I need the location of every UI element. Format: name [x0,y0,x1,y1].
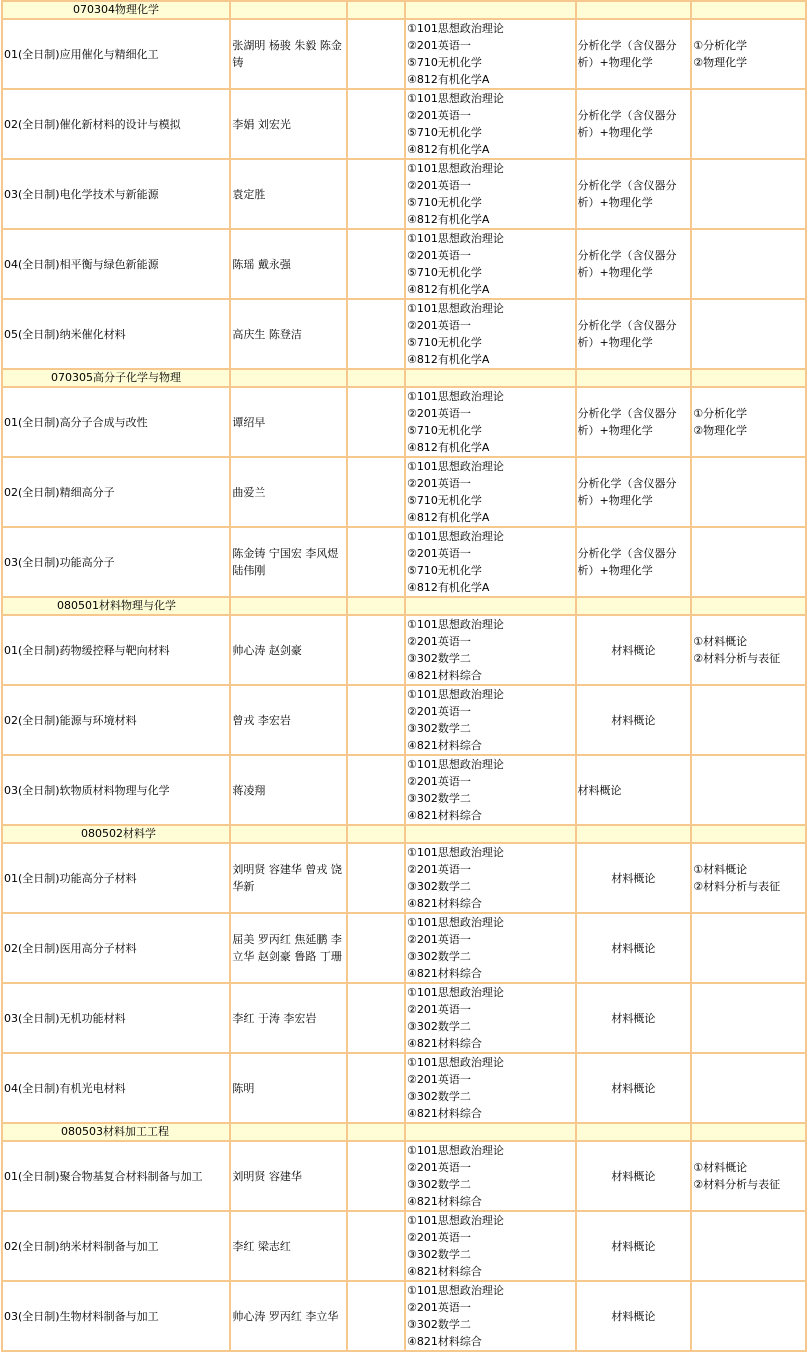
research-direction: 02(全日制)纳米材料制备与加工 [3,1212,229,1280]
table-row [3,160,805,228]
exam-subject-item: ②201英语一 [407,863,471,876]
table-row [3,756,805,824]
research-direction: 03(全日制)电化学技术与新能源 [3,160,229,228]
table-row [3,20,805,88]
section-empty-cell [348,826,404,842]
advisors: 李红 于涛 李宏岩 [231,984,346,1052]
section-empty-cell [348,598,404,614]
section-empty-cell [348,2,404,18]
retest-subject: 材料概论 [577,616,691,684]
empty-cell [348,844,404,912]
exam-subject-item: ③302数学二 [407,652,471,665]
table-row [3,1212,805,1280]
section-header-row [3,2,805,18]
exam-subject-item: ④821材料综合 [407,967,482,980]
advisors: 蒋凌翔 [231,756,346,824]
exam-subject-item: ⑤710无机化学 [407,564,482,577]
exam-subjects [406,844,575,912]
additional-test-subjects [692,90,805,158]
exam-subject-item: ②201英语一 [407,407,471,420]
exam-subject-item: ③302数学二 [407,722,471,735]
exam-subject-item: ④821材料综合 [407,1335,482,1348]
exam-subject-item: ②201英语一 [407,477,471,490]
advisors: 帅心涛 罗丙红 李立华 [231,1282,346,1350]
research-direction: 03(全日制)功能高分子 [3,528,229,596]
additional-test-item: ②材料分析与表征 [693,1178,781,1191]
empty-cell [348,230,404,298]
exam-subject-item: ⑤710无机化学 [407,266,482,279]
additional-test-subjects [692,756,805,824]
table-row [3,230,805,298]
exam-subject-item: ⑤710无机化学 [407,126,482,139]
exam-subject-item: ③302数学二 [407,1248,471,1261]
advisors: 曾戎 李宏岩 [231,686,346,754]
table-row [3,528,805,596]
table-row [3,90,805,158]
table-row [3,300,805,368]
section-empty-cell [231,826,346,842]
exam-subjects [406,528,575,596]
table-row [3,984,805,1052]
advisors: 谭绍早 [231,388,346,456]
table-row [3,844,805,912]
exam-subject-item: ②201英语一 [407,1073,471,1086]
exam-subject-item: ①101思想政治理论 [407,92,504,105]
exam-subject-item: ①101思想政治理论 [407,22,504,35]
exam-subject-item: ②201英语一 [407,109,471,122]
exam-subject-item: ④821材料综合 [407,1037,482,1050]
exam-subject-item: ①101思想政治理论 [407,302,504,315]
research-direction: 05(全日制)纳米催化材料 [3,300,229,368]
section-empty-cell [231,1124,346,1140]
table-row [3,388,805,456]
section-empty-cell [348,1124,404,1140]
exam-subjects [406,1142,575,1210]
empty-cell [348,20,404,88]
empty-cell [348,1282,404,1350]
additional-test-subjects [692,844,805,912]
section-empty-cell [406,826,575,842]
advisors: 陈明 [231,1054,346,1122]
additional-test-item: ①分析化学 [693,39,748,52]
exam-subject-item: ③302数学二 [407,950,471,963]
empty-cell [348,914,404,982]
retest-subject: 分析化学（含仪器分析）+物理化学 [577,300,691,368]
exam-subject-item: ④812有机化学A [407,143,490,156]
section-header-row [3,826,805,842]
empty-cell [348,90,404,158]
retest-subject: 材料概论 [577,756,691,824]
exam-subject-item: ③302数学二 [407,1318,471,1331]
exam-subject-item: ①101思想政治理论 [407,916,504,929]
retest-subject: 材料概论 [577,1212,691,1280]
exam-subject-item: ①101思想政治理论 [407,162,504,175]
empty-cell [348,616,404,684]
section-empty-cell [577,826,691,842]
exam-subject-item: ④812有机化学A [407,73,490,86]
advisors: 刘明贤 容建华 [231,1142,346,1210]
section-empty-cell [577,1124,691,1140]
exam-subject-item: ①101思想政治理论 [407,758,504,771]
exam-subject-item: ②201英语一 [407,705,471,718]
exam-subject-item: ②201英语一 [407,933,471,946]
additional-test-item: ①材料概论 [693,635,748,648]
research-direction: 01(全日制)应用催化与精细化工 [3,20,229,88]
research-direction: 03(全日制)生物材料制备与加工 [3,1282,229,1350]
advisors: 李娟 刘宏光 [231,90,346,158]
section-empty-cell [692,598,805,614]
retest-subject: 材料概论 [577,1282,691,1350]
empty-cell [348,458,404,526]
exam-subject-item: ②201英语一 [407,1003,471,1016]
empty-cell [348,160,404,228]
section-title: 080502材料学 [3,826,229,842]
exam-subject-item: ④821材料综合 [407,897,482,910]
empty-cell [348,528,404,596]
section-empty-cell [577,598,691,614]
exam-subjects [406,616,575,684]
table-row [3,1142,805,1210]
retest-subject: 分析化学（含仪器分析）+物理化学 [577,160,691,228]
section-empty-cell [692,370,805,386]
section-empty-cell [692,2,805,18]
section-empty-cell [406,598,575,614]
research-direction: 01(全日制)药物缓控释与靶向材料 [3,616,229,684]
exam-subject-item: ④812有机化学A [407,213,490,226]
additional-test-subjects [692,1212,805,1280]
retest-subject: 分析化学（含仪器分析）+物理化学 [577,458,691,526]
section-empty-cell [692,1124,805,1140]
section-empty-cell [406,1124,575,1140]
additional-test-subjects [692,686,805,754]
additional-test-item: ①材料概论 [693,863,748,876]
advisors: 刘明贤 容建华 曾戎 饶华新 [231,844,346,912]
section-header-row [3,598,805,614]
research-direction: 01(全日制)聚合物基复合材料制备与加工 [3,1142,229,1210]
exam-subject-item: ①101思想政治理论 [407,1284,504,1297]
advisors: 屈美 罗丙红 焦延鹏 李立华 赵剑豪 鲁路 丁珊 [231,914,346,982]
retest-subject: 分析化学（含仪器分析）+物理化学 [577,388,691,456]
additional-test-subjects [692,1282,805,1350]
exam-subjects [406,1282,575,1350]
additional-test-item: ②物理化学 [693,56,748,69]
exam-subjects [406,686,575,754]
additional-test-item: ①材料概论 [693,1161,748,1174]
additional-test-subjects [692,914,805,982]
exam-subjects [406,300,575,368]
exam-subject-item: ①101思想政治理论 [407,1144,504,1157]
exam-subject-item: ①101思想政治理论 [407,232,504,245]
additional-test-subjects [692,20,805,88]
additional-test-subjects [692,616,805,684]
section-empty-cell [406,2,575,18]
research-direction: 02(全日制)精细高分子 [3,458,229,526]
research-direction: 04(全日制)有机光电材料 [3,1054,229,1122]
section-empty-cell [577,370,691,386]
exam-subject-item: ④812有机化学A [407,511,490,524]
retest-subject: 材料概论 [577,984,691,1052]
retest-subject: 材料概论 [577,686,691,754]
section-empty-cell [577,2,691,18]
additional-test-item: ①分析化学 [693,407,748,420]
section-empty-cell [231,2,346,18]
exam-subjects [406,230,575,298]
exam-subject-item: ③302数学二 [407,1090,471,1103]
exam-subjects [406,458,575,526]
section-empty-cell [406,370,575,386]
program-catalog-table [1,0,807,1352]
exam-subject-item: ②201英语一 [407,1231,471,1244]
advisors: 张湖明 杨骏 朱毅 陈金铸 [231,20,346,88]
additional-test-item: ②物理化学 [693,424,748,437]
table-row [3,1054,805,1122]
empty-cell [348,300,404,368]
additional-test-subjects [692,458,805,526]
additional-test-subjects [692,300,805,368]
advisors: 陈瑶 戴永强 [231,230,346,298]
exam-subject-item: ③302数学二 [407,792,471,805]
exam-subject-item: ②201英语一 [407,319,471,332]
exam-subject-item: ②201英语一 [407,775,471,788]
table-row [3,616,805,684]
retest-subject: 分析化学（含仪器分析）+物理化学 [577,230,691,298]
exam-subject-item: ①101思想政治理论 [407,688,504,701]
exam-subjects [406,914,575,982]
exam-subject-item: ④821材料综合 [407,669,482,682]
additional-test-item: ②材料分析与表征 [693,652,781,665]
empty-cell [348,686,404,754]
exam-subjects [406,160,575,228]
section-title: 070305高分子化学与物理 [3,370,229,386]
table-row [3,458,805,526]
exam-subject-item: ②201英语一 [407,39,471,52]
section-header-row [3,370,805,386]
empty-cell [348,1142,404,1210]
retest-subject: 材料概论 [577,914,691,982]
exam-subject-item: ①101思想政治理论 [407,530,504,543]
empty-cell [348,1054,404,1122]
table-row [3,914,805,982]
empty-cell [348,388,404,456]
section-title: 080501材料物理与化学 [3,598,229,614]
exam-subject-item: ⑤710无机化学 [407,196,482,209]
exam-subjects [406,90,575,158]
section-empty-cell [348,370,404,386]
additional-test-subjects [692,528,805,596]
retest-subject: 分析化学（含仪器分析）+物理化学 [577,20,691,88]
exam-subject-item: ⑤710无机化学 [407,494,482,507]
additional-test-subjects [692,160,805,228]
exam-subjects [406,756,575,824]
exam-subjects [406,1054,575,1122]
section-title: 080503材料加工工程 [3,1124,229,1140]
exam-subjects [406,388,575,456]
exam-subject-item: ④821材料综合 [407,739,482,752]
research-direction: 01(全日制)功能高分子材料 [3,844,229,912]
empty-cell [348,756,404,824]
additional-test-subjects [692,1142,805,1210]
research-direction: 03(全日制)无机功能材料 [3,984,229,1052]
exam-subject-item: ①101思想政治理论 [407,1214,504,1227]
empty-cell [348,1212,404,1280]
advisors: 帅心涛 赵剑豪 [231,616,346,684]
additional-test-subjects [692,984,805,1052]
retest-subject: 分析化学（含仪器分析）+物理化学 [577,90,691,158]
table-row [3,686,805,754]
exam-subject-item: ③302数学二 [407,1020,471,1033]
section-empty-cell [692,826,805,842]
additional-test-subjects [692,230,805,298]
retest-subject: 材料概论 [577,844,691,912]
exam-subject-item: ④812有机化学A [407,581,490,594]
research-direction: 01(全日制)高分子合成与改性 [3,388,229,456]
exam-subject-item: ⑤710无机化学 [407,56,482,69]
research-direction: 03(全日制)软物质材料物理与化学 [3,756,229,824]
exam-subject-item: ③302数学二 [407,880,471,893]
exam-subject-item: ②201英语一 [407,547,471,560]
exam-subjects [406,1212,575,1280]
exam-subjects [406,984,575,1052]
advisors: 曲爱兰 [231,458,346,526]
exam-subject-item: ④812有机化学A [407,283,490,296]
exam-subject-item: ⑤710无机化学 [407,336,482,349]
section-header-row [3,1124,805,1140]
retest-subject: 材料概论 [577,1054,691,1122]
additional-test-item: ②材料分析与表征 [693,880,781,893]
exam-subject-item: ②201英语一 [407,179,471,192]
section-empty-cell [231,370,346,386]
research-direction: 02(全日制)能源与环境材料 [3,686,229,754]
exam-subject-item: ⑤710无机化学 [407,424,482,437]
exam-subject-item: ①101思想政治理论 [407,986,504,999]
exam-subject-item: ①101思想政治理论 [407,1056,504,1069]
exam-subject-item: ①101思想政治理论 [407,846,504,859]
exam-subject-item: ①101思想政治理论 [407,618,504,631]
exam-subject-item: ④821材料综合 [407,809,482,822]
exam-subject-item: ④812有机化学A [407,353,490,366]
exam-subject-item: ②201英语一 [407,635,471,648]
exam-subject-item: ④821材料综合 [407,1107,482,1120]
exam-subject-item: ④821材料综合 [407,1265,482,1278]
research-direction: 02(全日制)催化新材料的设计与模拟 [3,90,229,158]
exam-subjects [406,20,575,88]
additional-test-subjects [692,388,805,456]
research-direction: 02(全日制)医用高分子材料 [3,914,229,982]
exam-subject-item: ④821材料综合 [407,1195,482,1208]
advisors: 李红 梁志红 [231,1212,346,1280]
retest-subject: 材料概论 [577,1142,691,1210]
research-direction: 04(全日制)相平衡与绿色新能源 [3,230,229,298]
advisors: 袁定胜 [231,160,346,228]
exam-subject-item: ②201英语一 [407,249,471,262]
section-empty-cell [231,598,346,614]
exam-subject-item: ④812有机化学A [407,441,490,454]
exam-subject-item: ①101思想政治理论 [407,460,504,473]
exam-subject-item: ②201英语一 [407,1301,471,1314]
advisors: 陈金铸 宁国宏 李风煜 陆伟刚 [231,528,346,596]
section-title: 070304物理化学 [3,2,229,18]
advisors: 高庆生 陈登洁 [231,300,346,368]
retest-subject: 分析化学（含仪器分析）+物理化学 [577,528,691,596]
exam-subject-item: ③302数学二 [407,1178,471,1191]
exam-subject-item: ①101思想政治理论 [407,390,504,403]
empty-cell [348,984,404,1052]
additional-test-subjects [692,1054,805,1122]
table-row [3,1282,805,1350]
exam-subject-item: ②201英语一 [407,1161,471,1174]
